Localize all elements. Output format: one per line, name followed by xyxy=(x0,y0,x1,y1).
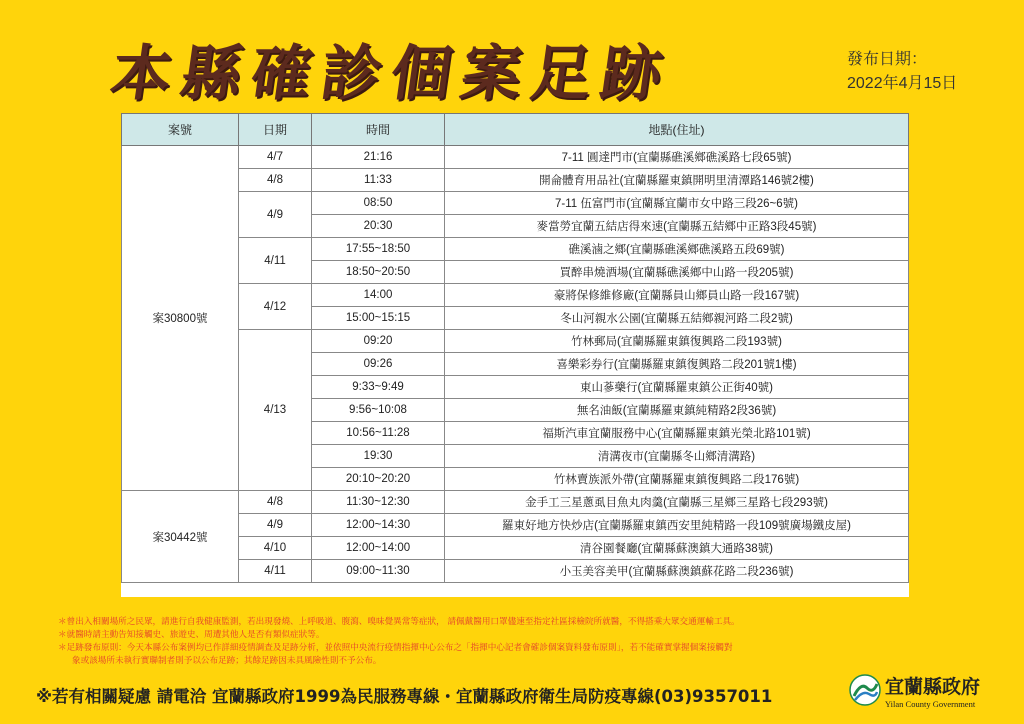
table-row xyxy=(122,514,909,537)
footprint-table xyxy=(121,113,909,583)
table-row xyxy=(122,238,909,261)
time-cell: 17:55~18:50 xyxy=(312,238,445,261)
time-cell: 21:16 xyxy=(312,146,445,169)
place-cell: 金手工三星蔥虱目魚丸肉羹(宜蘭縣三星鄉三星路七段293號) xyxy=(445,491,909,514)
case-number-cell: 案30442號 xyxy=(122,491,239,583)
time-cell: 08:50 xyxy=(312,192,445,215)
place-cell: 無名油飯(宜蘭縣羅東鎮純精路2段36號) xyxy=(445,399,909,422)
table-row xyxy=(122,146,909,169)
time-cell: 9:33~9:49 xyxy=(312,376,445,399)
page-title: 本縣確診個案足跡 xyxy=(106,39,677,109)
time-cell: 19:30 xyxy=(312,445,445,468)
column-header-time: 時間 xyxy=(312,114,445,146)
place-cell: 羅東好地方快炒店(宜蘭縣羅東鎮西安里純精路一段109號廣場鐵皮屋) xyxy=(445,514,909,537)
yilan-emblem-icon xyxy=(849,674,881,706)
time-cell: 18:50~20:50 xyxy=(312,261,445,284)
note-line: ＊就醫時請主動告知接觸史、旅遊史、周遭其他人是否有類似症狀等。 xyxy=(58,630,325,640)
date-cell: 4/9 xyxy=(239,192,312,238)
table-row xyxy=(122,537,909,560)
place-cell: 東山蔘藥行(宜蘭縣羅東鎮公正街40號) xyxy=(445,376,909,399)
date-cell: 4/12 xyxy=(239,284,312,330)
date-cell: 4/8 xyxy=(239,169,312,192)
table-header-row xyxy=(122,114,909,146)
notice-notes xyxy=(58,616,988,668)
case-number-cell: 案30800號 xyxy=(122,146,239,491)
publish-date-value: 2022年4月15日 xyxy=(847,75,958,92)
place-cell: 小玉美容美甲(宜蘭縣蘇澳鎮蘇花路二段236號) xyxy=(445,560,909,583)
time-cell: 09:20 xyxy=(312,330,445,353)
table-row xyxy=(122,192,909,215)
date-cell: 4/10 xyxy=(239,537,312,560)
place-cell: 喜樂彩券行(宜蘭縣羅東鎮復興路二段201號1樓) xyxy=(445,353,909,376)
column-header-case: 案號 xyxy=(122,114,239,146)
place-cell: 礁溪滷之鄉(宜蘭縣礁溪鄉礁溪路五段69號) xyxy=(445,238,909,261)
place-cell: 7-11 伍富門市(宜蘭縣宜蘭市女中路三段26~6號) xyxy=(445,192,909,215)
table-body xyxy=(122,146,909,583)
time-cell: 12:00~14:30 xyxy=(312,514,445,537)
place-cell: 竹林賣族派外帶(宜蘭縣羅東鎮復興路二段176號) xyxy=(445,468,909,491)
time-cell: 20:30 xyxy=(312,215,445,238)
place-cell: 冬山河親水公園(宜蘭縣五結鄉親河路二段2號) xyxy=(445,307,909,330)
time-cell: 10:56~11:28 xyxy=(312,422,445,445)
table-row xyxy=(122,169,909,192)
date-cell: 4/7 xyxy=(239,146,312,169)
note-line: ＊足跡發布原則：今天本縣公布案例均已作詳細疫情調查及足跡分析，並依照中央流行疫情指揮中心公布之「指揮中心記者會確診個案資料發布原則」，若不能確實掌握個案接觸對 xyxy=(58,643,733,653)
date-cell: 4/13 xyxy=(239,330,312,491)
column-header-date: 日期 xyxy=(239,114,312,146)
date-cell: 4/11 xyxy=(239,238,312,284)
table-row xyxy=(122,284,909,307)
note-line: 象或該場所未執行實聯制者則予以公布足跡；其餘足跡因未具風險性則不予公布。 xyxy=(72,656,382,666)
place-cell: 開侖體育用品社(宜蘭縣羅東鎮開明里清潭路146號2樓) xyxy=(445,169,909,192)
logo-name-zh: 宜蘭縣政府 xyxy=(885,676,981,698)
place-cell: 買醉串燒酒場(宜蘭縣礁溪鄉中山路一段205號) xyxy=(445,261,909,284)
publish-date-label: 發布日期： xyxy=(847,51,928,68)
date-cell: 4/11 xyxy=(239,560,312,583)
place-cell: 福斯汽車宜蘭服務中心(宜蘭縣羅東鎮光榮北路101號) xyxy=(445,422,909,445)
place-cell: 麥當勞宜蘭五結店得來速(宜蘭縣五結鄉中正路3段45號) xyxy=(445,215,909,238)
logo-name-en: Yilan County Government xyxy=(885,699,976,709)
time-cell: 9:56~10:08 xyxy=(312,399,445,422)
note-line: ＊曾出入相關場所之民眾，請進行自我健康監測，若出現發燒、上呼吸道、腹瀉、嗅味覺異常等症狀， 請佩戴醫用口罩儘速至指定社區採檢院所就醫，不得搭乘大眾交通運輸工具。 xyxy=(58,617,740,627)
publish-date-block xyxy=(847,48,957,96)
table-row xyxy=(122,560,909,583)
date-cell: 4/9 xyxy=(239,514,312,537)
table-row xyxy=(122,491,909,514)
place-cell: 清谷園餐廳(宜蘭縣蘇澳鎮大通路38號) xyxy=(445,537,909,560)
hotline-footer: ※若有相關疑慮 請電洽 宜蘭縣政府1999為民服務專線・宜蘭縣政府衛生局防疫專線(03)9357011 xyxy=(36,687,773,706)
time-cell: 14:00 xyxy=(312,284,445,307)
column-header-place: 地點(住址) xyxy=(445,114,909,146)
place-cell: 竹林郵局(宜蘭縣羅東鎮復興路二段193號) xyxy=(445,330,909,353)
government-logo xyxy=(849,670,989,716)
time-cell: 15:00~15:15 xyxy=(312,307,445,330)
table-row xyxy=(122,330,909,353)
time-cell: 09:26 xyxy=(312,353,445,376)
date-cell: 4/8 xyxy=(239,491,312,514)
time-cell: 09:00~11:30 xyxy=(312,560,445,583)
time-cell: 20:10~20:20 xyxy=(312,468,445,491)
place-cell: 清溝夜市(宜蘭縣冬山鄉清溝路) xyxy=(445,445,909,468)
time-cell: 12:00~14:00 xyxy=(312,537,445,560)
place-cell: 豪將保修維修廠(宜蘭縣員山鄉員山路一段167號) xyxy=(445,284,909,307)
time-cell: 11:33 xyxy=(312,169,445,192)
time-cell: 11:30~12:30 xyxy=(312,491,445,514)
footprint-table-panel xyxy=(121,113,909,597)
place-cell: 7-11 圓達門市(宜蘭縣礁溪鄉礁溪路七段65號) xyxy=(445,146,909,169)
